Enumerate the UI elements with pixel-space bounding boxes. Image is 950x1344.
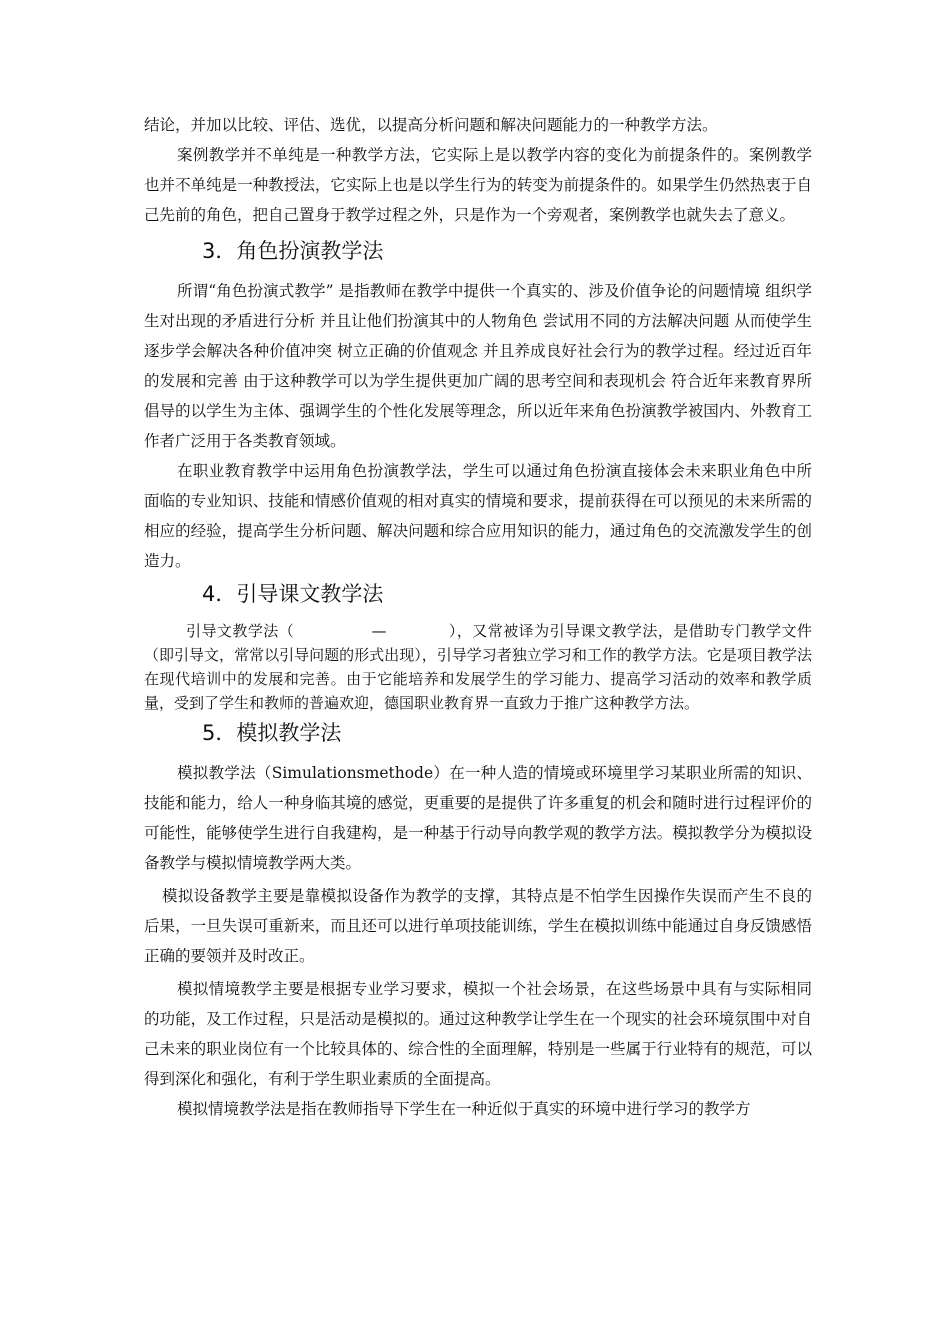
paragraph-role-play-definition: 所谓“角色扮演式教学” 是指教师在教学中提供一个真实的、涉及价值争论的问题情境 组织学生对出现的矛盾进行分析 并且让他们扮演其中的人物角色 尝试用不同的方法解决问题 从而使学生逐步学会解决各种价值冲突 树立正确的价值观念 并且养成良好社会行为的教学过程。经过近百年的发展和完善 由于这种教学可以为学生提供更加广阔的思考空间和表现机会 符合近年来教育界所倡导的以学生为主体、强调学生的个性化发展等理念，所以近年来角色扮演教学被国内、外教育工作者广泛用于各类教育领域。 [144,282,812,450]
heading-role-play: 3．角色扮演教学法 [202,239,384,263]
paragraph-simulation-scenario: 模拟情境教学主要是根据专业学习要求，模拟一个社会场景，在这些场景中具有与实际相同的功能，及工作过程，只是活动是模拟的。通过这种教学让学生在一个现实的社会环境氛围中对自己未来的职业岗位有一个比较具体的、综合性的全面理解，特别是一些属于行业特有的规范，可以得到深化和强化，有利于学生职业素质的全面提高。 [144,980,812,1088]
paragraph-simulation-scenario-method: 模拟情境教学法是指在教师指导下学生在一种近似于真实的环境中进行学习的教学方 [177,1100,751,1118]
paragraph-simulation-equipment: 模拟设备教学主要是靠模拟设备作为教学的支撑，其特点是不怕学生因操作失误而产生不良的后果，一旦失误可重新来，而且还可以进行单项技能训练，学生在模拟训练中能通过自身反馈感悟正确的要领并及时改正。 [144,887,812,965]
document-page [144,110,812,1124]
heading-guide-text: 4．引导课文教学法 [202,582,384,606]
paragraph-case-conclusion: 结论，并加以比较、评估、选优，以提高分析问题和解决问题能力的一种教学方法。 [144,116,718,134]
paragraph-guide-text: 引导文教学法（ — ），又常被译为引导课文教学法，是借助专门教学文件（即引导文，常常以引导问题的形式出现），引导学习者独立学习和工作的教学方法。它是项目教学法在现代培训中的发展和完善。由于它能培养和发展学生的学习能力、提高学习活动的效率和教学质量，受到了学生和教师的普遍欢迎，德国职业教育界一直致力于推广这种教学方法。 [144,622,812,712]
paragraph-case-teaching: 案例教学并不单纯是一种教学方法，它实际上是以教学内容的变化为前提条件的。案例教学也并不单纯是一种教授法，它实际上也是以学生行为的转变为前提条件的。如果学生仍然热衷于自己先前的角色，把自己置身于教学过程之外，只是作为一个旁观者，案例教学也就失去了意义。 [144,146,812,224]
paragraph-role-play-vocational: 在职业教育教学中运用角色扮演教学法，学生可以通过角色扮演直接体会未来职业角色中所面临的专业知识、技能和情感价值观的相对真实的情境和要求，提前获得在可以预见的未来所需的相应的经验，提高学生分析问题、解决问题和综合应用知识的能力，通过角色的交流激发学生的创造力。 [144,462,812,570]
paragraph-simulation-definition: 模拟教学法（Simulationsmethode）在一种人造的情境或环境里学习某职业所需的知识、技能和能力，给人一种身临其境的感觉，更重要的是提供了许多重复的机会和随时进行过程评价的可能性，能够使学生进行自我建构，是一种基于行动导向教学观的教学方法。模拟教学分为模拟设备教学与模拟情境教学两大类。 [144,764,812,872]
heading-simulation: 5．模拟教学法 [202,721,342,745]
